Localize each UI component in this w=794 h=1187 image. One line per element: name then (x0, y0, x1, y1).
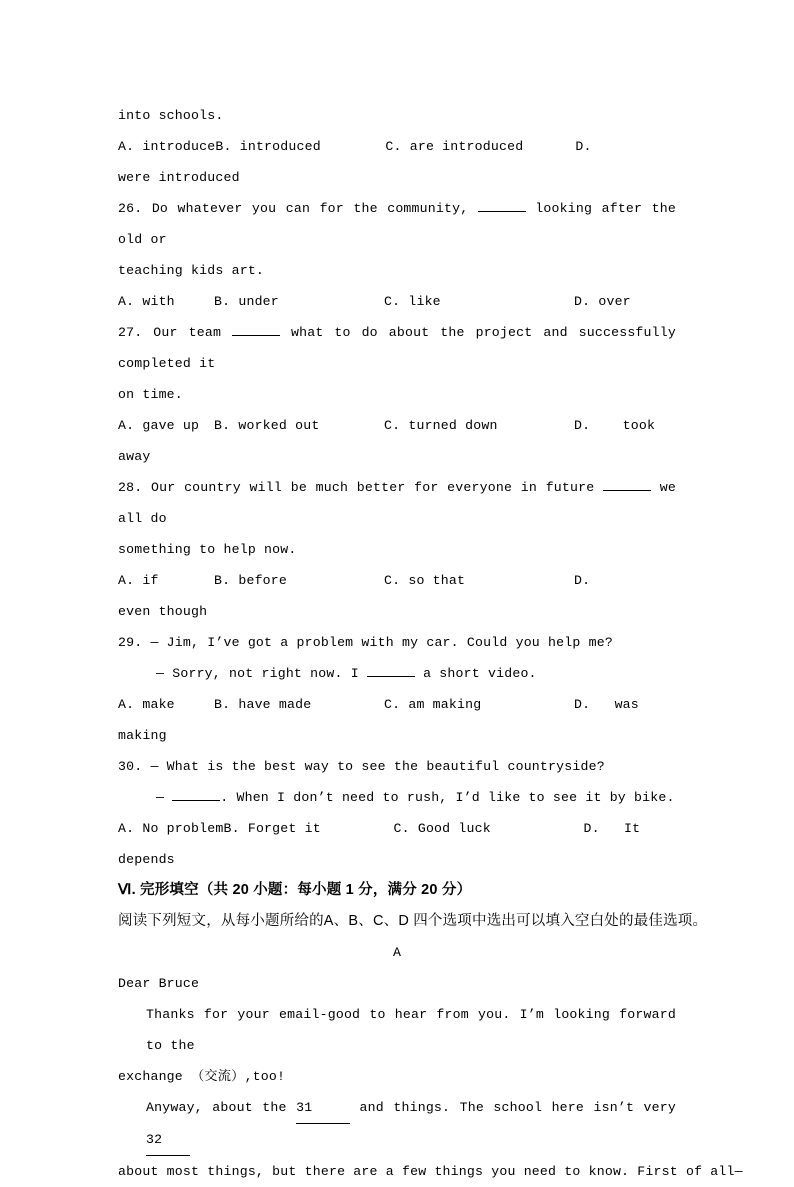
option-b[interactable]: B. have made (214, 697, 312, 712)
question-26-stem (118, 193, 676, 255)
question-26-stem-line2: teaching kids art. (118, 263, 265, 278)
question-27-stem-line2: on time. (118, 387, 183, 402)
passage-paragraph-1: Thanks for your email-good to hear from you. I’m looking forward to the (146, 1007, 676, 1053)
passage-paragraph-2 (118, 1092, 676, 1156)
answer-blank-30[interactable] (172, 800, 220, 801)
question-27-stem-part2: what to do about the project and successfully completed it (118, 325, 676, 371)
question-28-stem-part1: 28. Our country will be much better for everyone in future (118, 480, 604, 495)
option-a[interactable]: A. gave up (118, 418, 200, 433)
question-29-answer-part1: — Sorry, not right now. I (156, 666, 367, 681)
line-continuation: into schools. (118, 108, 224, 123)
option-c[interactable]: C. are introduced (385, 139, 524, 154)
section-instruction: 阅读下列短文，从每小题所给的A、B、C、D 四个选项中选出可以填入空白处的最佳选项。 (118, 913, 708, 929)
question-25-options (118, 131, 676, 162)
cloze-blank-32[interactable]: 32 (146, 1124, 190, 1156)
option-a[interactable]: A. No problem (118, 821, 224, 836)
option-d[interactable]: D. over (574, 294, 631, 309)
question-26-stem-part2: looking after the old or (118, 201, 676, 247)
option-b[interactable]: B. before (214, 573, 288, 588)
answer-blank-26[interactable] (478, 211, 526, 212)
question-27-option-d-continuation: away (118, 449, 151, 464)
answer-blank-28[interactable] (603, 490, 651, 491)
answer-blank-29[interactable] (367, 676, 415, 677)
option-a[interactable]: A. make (118, 697, 175, 712)
question-28-stem-line2: something to help now. (118, 542, 297, 557)
question-30-option-d-continuation: depends (118, 852, 175, 867)
option-d[interactable]: D. (575, 139, 592, 154)
question-26-stem-part1: 26. Do whatever you can for the community, (118, 201, 478, 216)
question-30-answer-part2: . When I don’t need to rush, I’d like to see it by bike. (220, 790, 675, 805)
question-30-stem: 30. — What is the best way to see the beautiful countryside? (118, 759, 605, 774)
question-29-option-d-continuation: making (118, 728, 167, 743)
option-c[interactable]: C. am making (384, 697, 482, 712)
passage-para2-part2: and things. The school here isn’t very (350, 1100, 676, 1115)
option-d[interactable]: D. (574, 573, 591, 588)
option-d[interactable]: D. It (583, 821, 641, 836)
question-28-options (118, 565, 676, 596)
option-d[interactable]: D. took (574, 418, 656, 433)
passage-paragraph-1-line2: exchange （交流）,too! (118, 1069, 286, 1084)
question-28-stem (118, 472, 676, 534)
option-a[interactable]: A. if (118, 573, 159, 588)
passage-label: A (392, 945, 402, 960)
option-b[interactable]: B. under (214, 294, 279, 309)
question-29-options (118, 689, 676, 720)
cloze-blank-31[interactable]: 31 (296, 1092, 350, 1124)
option-b[interactable]: B. Forget it (223, 821, 321, 836)
question-27-stem-part1: 27. Our team (118, 325, 233, 340)
question-30-answer-part1: — (156, 790, 173, 805)
passage-para2-part1: Anyway, about the (146, 1100, 297, 1115)
passage-paragraph-2-line2: about most things, but there are a few things you need to know. First of all— (118, 1164, 743, 1179)
option-a[interactable]: A. with (118, 294, 175, 309)
option-c[interactable]: C. turned down (384, 418, 498, 433)
option-b[interactable]: B. introduced (215, 139, 321, 154)
question-27-stem (118, 317, 676, 379)
option-d[interactable]: D. was (574, 697, 639, 712)
question-26-options (118, 286, 676, 317)
salutation: Dear Bruce (118, 976, 200, 991)
option-c[interactable]: C. like (384, 294, 441, 309)
question-30-options (118, 813, 676, 844)
question-29-answer-line (118, 658, 676, 689)
option-b[interactable]: B. worked out (214, 418, 320, 433)
option-a[interactable]: A. introduce (118, 139, 216, 154)
question-27-options (118, 410, 676, 441)
question-25-option-d-continuation: were introduced (118, 170, 240, 185)
question-28-stem-part2: we all do (118, 480, 676, 526)
document-body (118, 100, 743, 1187)
question-29-answer-part2: a short video. (414, 666, 537, 681)
question-30-answer-line (118, 782, 676, 813)
option-c[interactable]: C. Good luck (393, 821, 491, 836)
section-heading: Ⅵ. 完形填空（共 20 小题：每小题 1 分，满分 20 分） (118, 882, 472, 898)
question-28-option-d-continuation: even though (118, 604, 208, 619)
option-c[interactable]: C. so that (384, 573, 466, 588)
question-29-stem: 29. — Jim, I’ve got a problem with my car. Could you help me? (118, 635, 613, 650)
answer-blank-27[interactable] (232, 335, 280, 336)
